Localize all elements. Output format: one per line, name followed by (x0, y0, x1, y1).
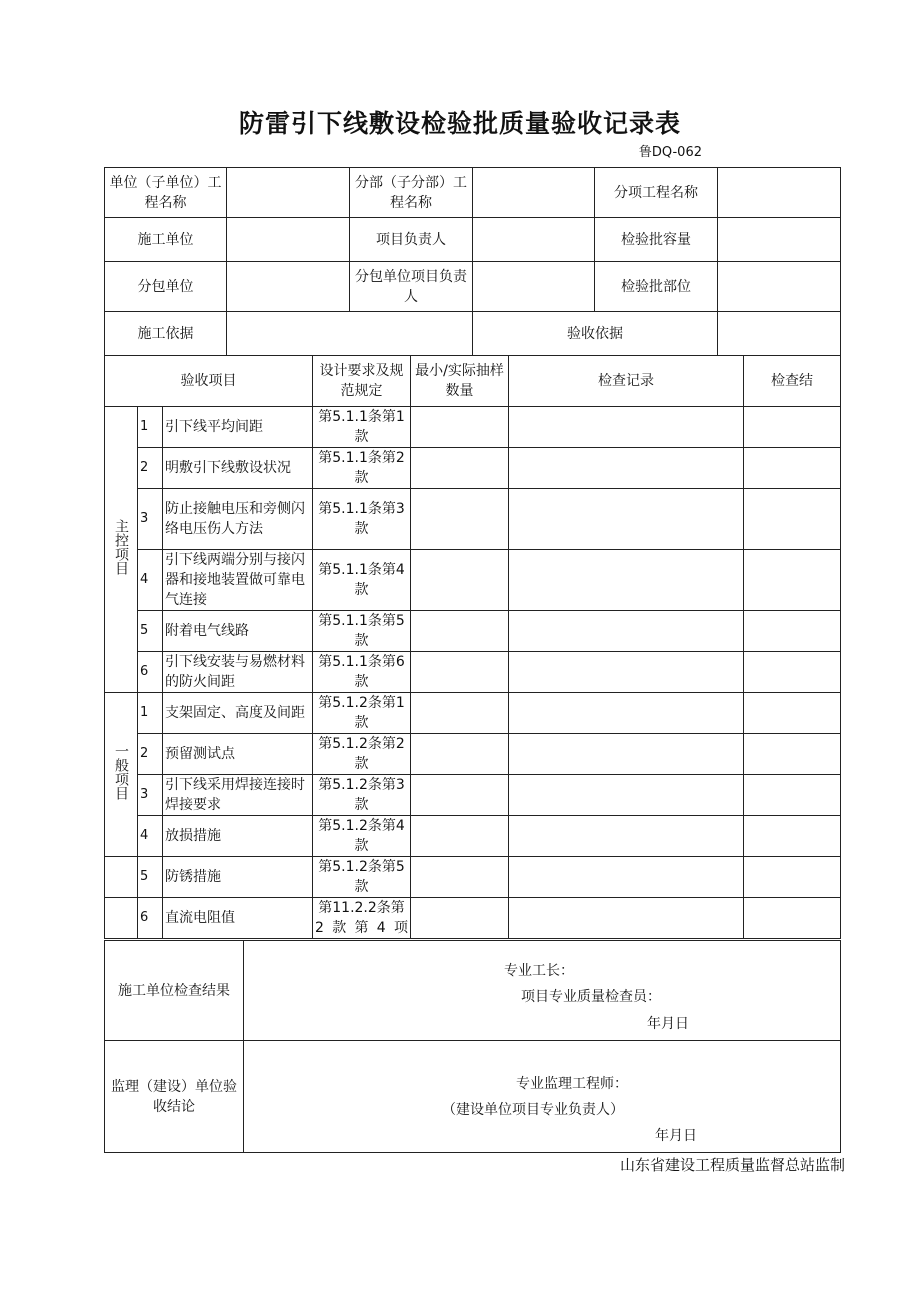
item-spec: 第5.1.2条第5款 (313, 857, 411, 898)
construction-date: 年月日 (647, 1016, 689, 1032)
record-cell[interactable] (509, 734, 744, 775)
col-sample-header: 最小/实际抽样数量 (411, 356, 509, 407)
result-cell[interactable] (744, 857, 841, 898)
item-no: 1 (138, 407, 163, 448)
item-value[interactable] (718, 168, 841, 218)
record-cell[interactable] (509, 550, 744, 611)
item-name: 直流电阻值 (163, 898, 313, 939)
item-spec: 第5.1.1条第1款 (313, 407, 411, 448)
col-result-header: 检查结 (744, 356, 841, 407)
manager-value[interactable] (473, 218, 595, 262)
inspection-table (104, 355, 841, 939)
table-row (105, 448, 841, 489)
record-cell[interactable] (509, 816, 744, 857)
subcontractor-value[interactable] (227, 262, 350, 312)
acceptance-basis-label: 验收依据 (473, 312, 718, 356)
item-name: 引下线平均间距 (163, 407, 313, 448)
sample-cell[interactable] (411, 693, 509, 734)
item-spec: 第5.1.1条第6款 (313, 652, 411, 693)
table-row (105, 857, 841, 898)
supervision-check-label: 监理（建设）单位验收结论 (105, 1041, 244, 1153)
record-cell[interactable] (509, 489, 744, 550)
foreman-label: 专业工长： (504, 963, 574, 979)
document-title: 防雷引下线敷设检验批质量验收记录表 (238, 109, 681, 138)
blank-group-cell (105, 898, 138, 939)
sample-cell[interactable] (411, 898, 509, 939)
item-name: 放损措施 (163, 816, 313, 857)
item-no: 1 (138, 693, 163, 734)
item-spec: 第5.1.2条第3款 (313, 775, 411, 816)
item-spec: 第5.1.1条第4款 (313, 550, 411, 611)
item-label: 分项工程名称 (595, 168, 718, 218)
item-no: 5 (138, 611, 163, 652)
table-row (105, 652, 841, 693)
header-table (104, 167, 841, 356)
record-cell[interactable] (509, 448, 744, 489)
result-cell[interactable] (744, 489, 841, 550)
result-cell[interactable] (744, 734, 841, 775)
owner-label: （建设单位项目专业负责人） (442, 1102, 624, 1118)
item-spec: 第5.1.2条第2款 (313, 734, 411, 775)
location-value[interactable] (718, 262, 841, 312)
capacity-value[interactable] (718, 218, 841, 262)
subdivision-label: 分部（子分部）工程名称 (350, 168, 473, 218)
conclusion-table (104, 940, 841, 1153)
table-row (105, 550, 841, 611)
blank-group-cell (105, 857, 138, 898)
item-spec: 第5.1.2条第4款 (313, 816, 411, 857)
item-spec: 第5.1.1条第3款 (313, 489, 411, 550)
supervision-date: 年月日 (655, 1128, 697, 1144)
item-name: 附着电气线路 (163, 611, 313, 652)
location-label: 检验批部位 (595, 262, 718, 312)
subcontractor-label: 分包单位 (105, 262, 227, 312)
item-no: 4 (138, 550, 163, 611)
unit-value[interactable] (227, 168, 350, 218)
item-name: 防止接触电压和旁侧闪络电压伤人方法 (163, 489, 313, 550)
item-name: 引下线采用焊接连接时焊接要求 (163, 775, 313, 816)
item-no: 2 (138, 734, 163, 775)
sample-cell[interactable] (411, 448, 509, 489)
sample-cell[interactable] (411, 652, 509, 693)
form-code: 鲁DQ-062 (638, 145, 702, 160)
sample-cell[interactable] (411, 489, 509, 550)
construction-check-area[interactable] (244, 941, 841, 1041)
result-cell[interactable] (744, 652, 841, 693)
record-cell[interactable] (509, 407, 744, 448)
item-no: 3 (138, 775, 163, 816)
sub-manager-value[interactable] (473, 262, 595, 312)
sub-manager-label: 分包单位项目负责人 (350, 262, 473, 312)
item-no: 6 (138, 652, 163, 693)
record-cell[interactable] (509, 652, 744, 693)
item-spec: 第5.1.1条第5款 (313, 611, 411, 652)
unit-label: 单位（子单位）工程名称 (105, 168, 227, 218)
result-cell[interactable] (744, 407, 841, 448)
result-cell[interactable] (744, 693, 841, 734)
record-cell[interactable] (509, 693, 744, 734)
item-name: 预留测试点 (163, 734, 313, 775)
main-group-label: 主控项目 (105, 407, 138, 693)
acceptance-basis-value[interactable] (718, 312, 841, 356)
sample-cell[interactable] (411, 734, 509, 775)
footer-note: 山东省建设工程质量监督总站监制 (619, 1156, 845, 1174)
result-cell[interactable] (744, 448, 841, 489)
sample-cell[interactable] (411, 611, 509, 652)
item-no: 3 (138, 489, 163, 550)
sample-cell[interactable] (411, 775, 509, 816)
inspector-label: 项目专业质量检查员： (521, 989, 661, 1005)
table-row (105, 611, 841, 652)
general-group-label: 一般项目 (105, 693, 138, 857)
subdivision-value[interactable] (473, 168, 595, 218)
item-spec: 第11.2.2条第2款第4项 (313, 898, 411, 939)
record-cell[interactable] (509, 611, 744, 652)
manager-label: 项目负责人 (350, 218, 473, 262)
item-no: 6 (138, 898, 163, 939)
result-cell[interactable] (744, 816, 841, 857)
engineer-label: 专业监理工程师： (516, 1076, 628, 1092)
item-name: 支架固定、高度及间距 (163, 693, 313, 734)
constructor-label: 施工单位 (105, 218, 227, 262)
table-row (105, 734, 841, 775)
item-no: 5 (138, 857, 163, 898)
col-requirement-header: 设计要求及规范规定 (313, 356, 411, 407)
item-name: 防锈措施 (163, 857, 313, 898)
col-record-header: 检查记录 (509, 356, 744, 407)
result-cell[interactable] (744, 611, 841, 652)
col-item-header: 验收项目 (105, 356, 313, 407)
item-spec: 第5.1.2条第1款 (313, 693, 411, 734)
capacity-label: 检验批容量 (595, 218, 718, 262)
constructor-value[interactable] (227, 218, 350, 262)
sample-cell[interactable] (411, 816, 509, 857)
sample-cell[interactable] (411, 857, 509, 898)
item-spec: 第5.1.1条第2款 (313, 448, 411, 489)
supervision-check-area[interactable] (244, 1041, 841, 1153)
basis-label: 施工依据 (105, 312, 227, 356)
sample-cell[interactable] (411, 407, 509, 448)
table-row (105, 775, 841, 816)
item-no: 4 (138, 816, 163, 857)
table-row (105, 816, 841, 857)
result-cell[interactable] (744, 550, 841, 611)
item-name: 明敷引下线敷设状况 (163, 448, 313, 489)
item-name: 引下线安装与易燃材料的防火间距 (163, 652, 313, 693)
result-cell[interactable] (744, 898, 841, 939)
record-cell[interactable] (509, 857, 744, 898)
table-row (105, 693, 841, 734)
record-cell[interactable] (509, 898, 744, 939)
table-row (105, 489, 841, 550)
sample-cell[interactable] (411, 550, 509, 611)
construction-check-label: 施工单位检查结果 (105, 941, 244, 1041)
record-cell[interactable] (509, 775, 744, 816)
item-name: 引下线两端分别与接闪器和接地装置做可靠电气连接 (163, 550, 313, 611)
basis-value[interactable] (227, 312, 473, 356)
table-row (105, 407, 841, 448)
result-cell[interactable] (744, 775, 841, 816)
item-no: 2 (138, 448, 163, 489)
table-row (105, 898, 841, 939)
